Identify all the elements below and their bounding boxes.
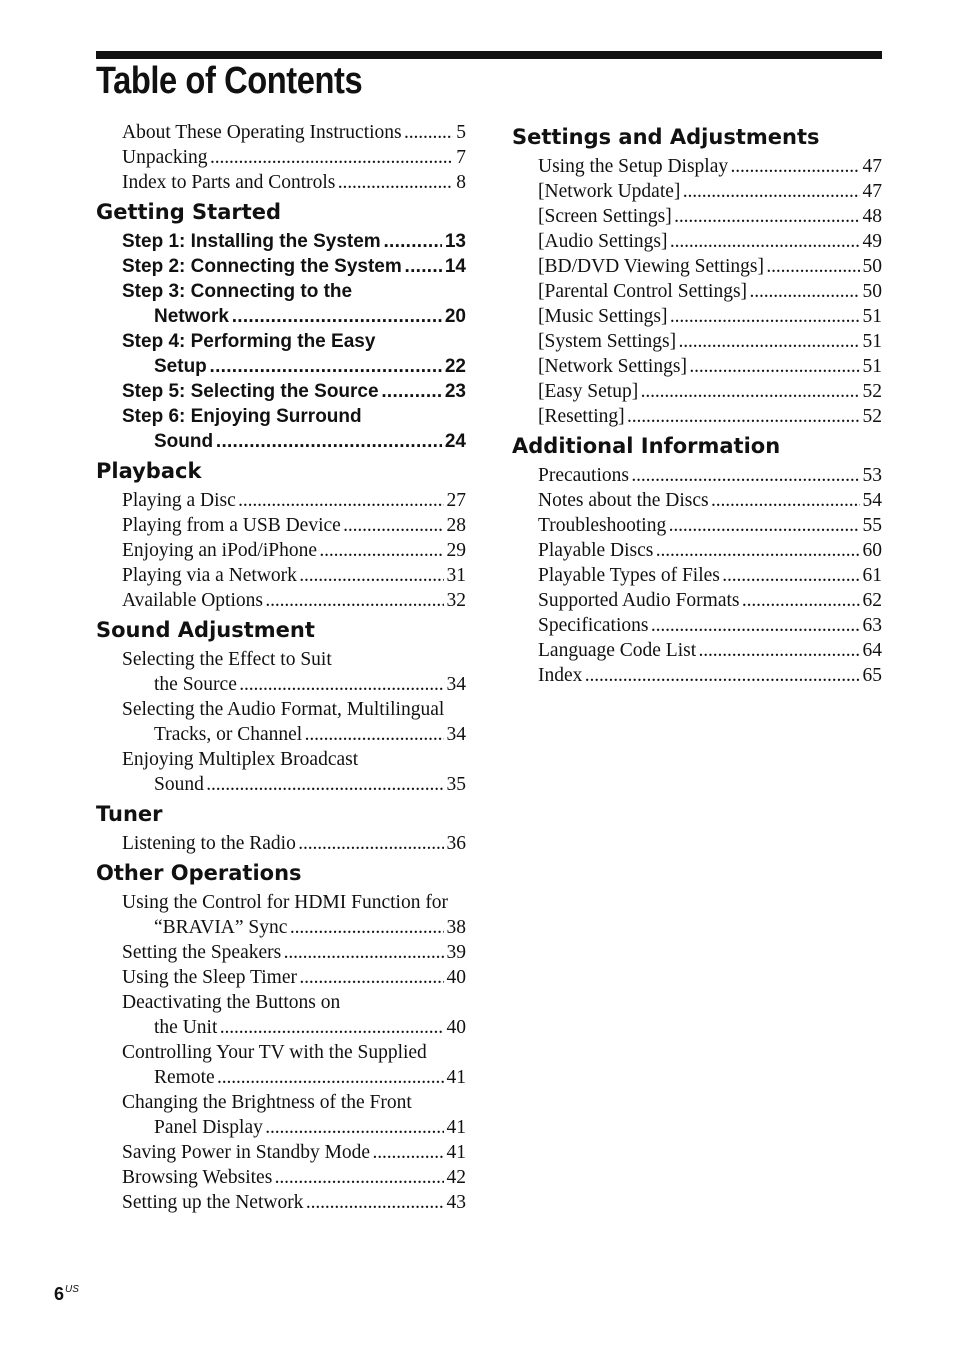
toc-entry-title: Index to Parts and Controls <box>122 172 336 193</box>
toc-entry[interactable] <box>538 563 882 588</box>
toc-entry-line <box>538 638 882 663</box>
toc-entry-line <box>538 279 882 304</box>
toc-page-number: 22 <box>442 354 466 379</box>
toc-entry[interactable] <box>538 588 882 613</box>
toc-entry[interactable] <box>538 463 882 488</box>
toc-entry-line <box>122 990 466 1015</box>
toc-entry-title: Playing a Disc <box>122 490 236 511</box>
toc-entry-title: Notes about the Discs <box>538 490 709 511</box>
toc-page-number: 51 <box>860 329 883 354</box>
toc-page-number: 61 <box>860 563 883 588</box>
page-number-value: 6 <box>54 1284 65 1304</box>
toc-entry-line <box>538 304 882 329</box>
toc-entry-line <box>122 170 466 195</box>
toc-entry-title: Network <box>154 306 229 327</box>
toc-entry-title: Step 1: Installing the System <box>122 231 381 252</box>
toc-entry[interactable] <box>538 613 882 638</box>
toc-entry[interactable] <box>538 538 882 563</box>
toc-page-number: 14 <box>442 254 466 279</box>
toc-entry-line <box>122 697 466 722</box>
toc-entry[interactable] <box>122 965 466 990</box>
toc-entry-line <box>122 1165 466 1190</box>
toc-entry-title: the Unit <box>154 1017 218 1038</box>
toc-entry-title: Using the Setup Display <box>538 156 729 177</box>
toc-entry-line <box>538 154 882 179</box>
toc-entry[interactable] <box>122 488 466 513</box>
toc-entry-title: Supported Audio Formats <box>538 590 740 611</box>
toc-entry-title: Remote <box>154 1067 215 1088</box>
toc-page-number: 13 <box>442 229 466 254</box>
toc-entry-title: [System Settings] <box>538 331 677 352</box>
toc-entry-title: [Network Settings] <box>538 356 687 377</box>
toc-entry-title: Playing from a USB Device <box>122 515 341 536</box>
toc-entry-title: the Source <box>154 674 237 695</box>
toc-entry-title: Sound <box>154 431 214 452</box>
toc-entry-title: [Resetting] <box>538 406 625 427</box>
toc-entry[interactable] <box>122 538 466 563</box>
toc-entry-line <box>122 145 466 170</box>
toc-entry[interactable] <box>122 697 466 747</box>
page-title: Table of Contents <box>96 60 363 102</box>
toc-entry-line <box>538 229 882 254</box>
toc-entry-title: Tracks, or Channel <box>154 724 303 745</box>
toc-entry-title: Setup <box>154 356 207 377</box>
toc-entry-title: Sound <box>154 774 204 795</box>
toc-entry[interactable] <box>538 204 882 229</box>
toc-entry-title: Enjoying Multiplex Broadcast <box>122 749 359 770</box>
toc-entry-title: Listening to the Radio <box>122 833 296 854</box>
section-entries <box>96 831 466 856</box>
toc-right-column <box>512 120 882 688</box>
toc-entry-line <box>122 747 466 772</box>
toc-entry[interactable] <box>122 329 466 379</box>
toc-page-number: 54 <box>860 488 883 513</box>
toc-page-number: 50 <box>860 279 883 304</box>
toc-entry-title: Available Options <box>122 590 263 611</box>
toc-entry-title: Deactivating the Buttons on <box>122 992 341 1013</box>
toc-entry[interactable] <box>122 1165 466 1190</box>
toc-entry-line <box>122 1015 466 1040</box>
toc-entry[interactable] <box>538 254 882 279</box>
toc-entry-line <box>122 831 466 856</box>
toc-page-number: 34 <box>444 722 467 747</box>
toc-page-number: 64 <box>860 638 883 663</box>
toc-entry-line <box>538 354 882 379</box>
toc-entry-title: About These Operating Instructions <box>122 122 402 143</box>
toc-page-number: 51 <box>860 304 883 329</box>
toc-entry-title: Step 3: Connecting to the <box>122 281 353 302</box>
toc-entry-line <box>122 279 466 304</box>
toc-entry-title: Using the Sleep Timer <box>122 967 297 988</box>
toc-entry-title: Browsing Websites <box>122 1167 273 1188</box>
section-entries <box>96 120 466 195</box>
toc-entry-line <box>122 890 466 915</box>
toc-entry[interactable] <box>122 1040 466 1090</box>
toc-entry[interactable] <box>122 279 466 329</box>
toc-entry[interactable] <box>538 154 882 179</box>
toc-page-number: 32 <box>444 588 467 613</box>
toc-entry-line <box>538 488 882 513</box>
toc-entry[interactable] <box>122 379 466 404</box>
toc-entry-title: [Screen Settings] <box>538 206 672 227</box>
toc-entry-title: Unpacking <box>122 147 208 168</box>
toc-entry-line <box>538 513 882 538</box>
toc-entry-line <box>538 538 882 563</box>
section-entries <box>96 647 466 797</box>
toc-entry-line <box>122 229 466 254</box>
toc-entry[interactable] <box>122 254 466 279</box>
toc-left-column <box>96 120 466 1215</box>
toc-page-number: 53 <box>860 463 883 488</box>
toc-entry-title: Step 4: Performing the Easy <box>122 331 376 352</box>
toc-entry[interactable] <box>122 990 466 1040</box>
toc-entry-line <box>122 538 466 563</box>
toc-entry[interactable] <box>122 940 466 965</box>
toc-entry-line <box>538 379 882 404</box>
toc-entry[interactable] <box>122 404 466 454</box>
toc-page-number: 5 <box>453 120 466 145</box>
toc-entry[interactable] <box>538 329 882 354</box>
toc-page-number: 40 <box>444 1015 467 1040</box>
toc-entry-line <box>538 588 882 613</box>
page-number-suffix: US <box>65 1284 79 1295</box>
toc-entry-title: Selecting the Effect to Suit <box>122 649 332 670</box>
toc-page-number: 63 <box>860 613 883 638</box>
section-heading-getting-started: Getting Started <box>96 200 282 224</box>
toc-entry-line <box>122 429 466 454</box>
toc-entry-title: Step 2: Connecting the System <box>122 256 402 277</box>
toc-entry[interactable] <box>122 747 466 797</box>
toc-entry[interactable] <box>122 513 466 538</box>
toc-entry[interactable] <box>538 513 882 538</box>
toc-entry-title: Playable Discs <box>538 540 654 561</box>
toc-entry-line <box>122 647 466 672</box>
toc-entry[interactable] <box>538 179 882 204</box>
toc-page-number: 36 <box>444 831 467 856</box>
toc-page-number: 29 <box>444 538 467 563</box>
toc-entry-title: Controlling Your TV with the Supplied <box>122 1042 427 1063</box>
toc-entry-title: Index <box>538 665 583 686</box>
toc-page-number: 41 <box>444 1065 467 1090</box>
toc-entry[interactable] <box>122 170 466 195</box>
toc-page-number: 38 <box>444 915 467 940</box>
toc-entry-line <box>122 254 466 279</box>
toc-page-number: 62 <box>860 588 883 613</box>
section-heading-other-operations: Other Operations <box>96 861 302 885</box>
toc-entry[interactable] <box>538 663 882 688</box>
toc-entry[interactable] <box>538 279 882 304</box>
toc-page-number: 42 <box>444 1165 467 1190</box>
section-entries <box>96 890 466 1215</box>
toc-entry-title: Precautions <box>538 465 629 486</box>
toc-entry-line <box>122 304 466 329</box>
toc-entry-line <box>122 965 466 990</box>
toc-entry-title: Specifications <box>538 615 649 636</box>
toc-entry-title: [BD/DVD Viewing Settings] <box>538 256 764 277</box>
toc-entry-line <box>122 915 466 940</box>
toc-entry[interactable] <box>538 379 882 404</box>
toc-entry-line <box>538 254 882 279</box>
toc-entry[interactable] <box>538 638 882 663</box>
toc-entry-line <box>538 179 882 204</box>
toc-entry-line <box>122 354 466 379</box>
page-number <box>54 1284 79 1305</box>
toc-entry-line <box>122 329 466 354</box>
toc-entry-title: Changing the Brightness of the Front <box>122 1092 412 1113</box>
toc-entry[interactable] <box>122 145 466 170</box>
toc-page-number: 52 <box>860 404 883 429</box>
toc-entry-line <box>122 563 466 588</box>
toc-entry-line <box>538 563 882 588</box>
toc-entry-title: Using the Control for HDMI Function for <box>122 892 449 913</box>
toc-entry-line <box>122 722 466 747</box>
toc-entry-title: [Network Update] <box>538 181 681 202</box>
toc-entry-line <box>122 379 466 404</box>
toc-page-number: 49 <box>860 229 883 254</box>
header-rule <box>96 51 882 59</box>
toc-entry[interactable] <box>122 1140 466 1165</box>
toc-entry[interactable] <box>122 831 466 856</box>
toc-page-number: 28 <box>444 513 467 538</box>
toc-entry-line <box>122 940 466 965</box>
toc-entry-line <box>122 772 466 797</box>
toc-entry-title: “BRAVIA” Sync <box>154 917 288 938</box>
toc-entry-line <box>122 488 466 513</box>
toc-entry[interactable] <box>538 304 882 329</box>
toc-entry-line <box>122 1090 466 1115</box>
toc-entry-line <box>122 513 466 538</box>
toc-entry-line <box>538 663 882 688</box>
toc-page-number: 43 <box>444 1190 467 1215</box>
toc-entry-line <box>122 1065 466 1090</box>
toc-page-number: 34 <box>444 672 467 697</box>
toc-page-number: 52 <box>860 379 883 404</box>
toc-entry-title: Setting the Speakers <box>122 942 282 963</box>
toc-entry-title: Setting up the Network <box>122 1192 304 1213</box>
section-entries <box>512 154 882 429</box>
toc-entry[interactable] <box>122 229 466 254</box>
toc-page-number: 24 <box>442 429 466 454</box>
toc-entry[interactable] <box>122 588 466 613</box>
toc-page-number: 48 <box>860 204 883 229</box>
section-heading-settings-and-adjustments: Settings and Adjustments <box>512 125 820 149</box>
toc-page-number: 60 <box>860 538 883 563</box>
toc-entry-title: [Parental Control Settings] <box>538 281 748 302</box>
toc-entry[interactable] <box>122 1190 466 1215</box>
toc-page-number: 27 <box>444 488 467 513</box>
toc-page-number: 23 <box>442 379 466 404</box>
toc-entry[interactable] <box>538 488 882 513</box>
toc-entry[interactable] <box>538 354 882 379</box>
toc-entry-title: [Easy Setup] <box>538 381 639 402</box>
toc-entry-line <box>122 1115 466 1140</box>
toc-entry-title: [Audio Settings] <box>538 231 668 252</box>
toc-entry-line <box>122 1140 466 1165</box>
toc-entry-line <box>122 1190 466 1215</box>
toc-entry-title: Step 5: Selecting the Source <box>122 381 379 402</box>
section-entries <box>512 463 882 688</box>
toc-entry[interactable] <box>122 120 466 145</box>
toc-entry-title: Troubleshooting <box>538 515 667 536</box>
toc-entry-title: Saving Power in Standby Mode <box>122 1142 371 1163</box>
toc-page-number: 40 <box>444 965 467 990</box>
toc-entry-line <box>538 329 882 354</box>
toc-page-number: 47 <box>860 179 883 204</box>
toc-page-number: 31 <box>444 563 467 588</box>
toc-page-number: 65 <box>860 663 883 688</box>
toc-entry[interactable] <box>122 647 466 697</box>
toc-page-number: 39 <box>444 940 467 965</box>
toc-entry-line <box>538 613 882 638</box>
toc-entry-line <box>538 463 882 488</box>
toc-page-number: 41 <box>444 1115 467 1140</box>
toc-entry[interactable] <box>122 890 466 940</box>
toc-page-number: 41 <box>444 1140 467 1165</box>
toc-entry-title: Language Code List <box>538 640 697 661</box>
toc-entry-line <box>122 1040 466 1065</box>
toc-page-number: 7 <box>453 145 466 170</box>
toc-entry-line <box>538 204 882 229</box>
toc-entry-line <box>122 404 466 429</box>
section-entries <box>96 229 466 454</box>
toc-entry[interactable] <box>122 563 466 588</box>
toc-entry[interactable] <box>538 404 882 429</box>
toc-entry-title: Playable Types of Files <box>538 565 720 586</box>
section-heading-tuner: Tuner <box>96 802 163 826</box>
toc-entry-line <box>122 672 466 697</box>
section-heading-sound-adjustment: Sound Adjustment <box>96 618 315 642</box>
toc-entry-title: Selecting the Audio Format, Multilingual <box>122 699 445 720</box>
toc-entry[interactable] <box>538 229 882 254</box>
toc-entry-title: Playing via a Network <box>122 565 297 586</box>
section-heading-additional-information: Additional Information <box>512 434 781 458</box>
toc-entry[interactable] <box>122 1090 466 1140</box>
toc-page-number: 35 <box>444 772 467 797</box>
toc-page-number: 8 <box>453 170 466 195</box>
toc-page-number: 51 <box>860 354 883 379</box>
toc-entry-title: Panel Display <box>154 1117 263 1138</box>
toc-entry-title: [Music Settings] <box>538 306 668 327</box>
toc-page-number: 50 <box>860 254 883 279</box>
toc-entry-title: Enjoying an iPod/iPhone <box>122 540 317 561</box>
toc-entry-line <box>122 588 466 613</box>
toc-page-number: 20 <box>442 304 466 329</box>
toc-entry-title: Step 6: Enjoying Surround <box>122 406 362 427</box>
toc-entry-line <box>538 404 882 429</box>
toc-page-number: 47 <box>860 154 883 179</box>
toc-page-number: 55 <box>860 513 883 538</box>
toc-entry-line <box>122 120 466 145</box>
section-entries <box>96 488 466 613</box>
section-heading-playback: Playback <box>96 459 202 483</box>
